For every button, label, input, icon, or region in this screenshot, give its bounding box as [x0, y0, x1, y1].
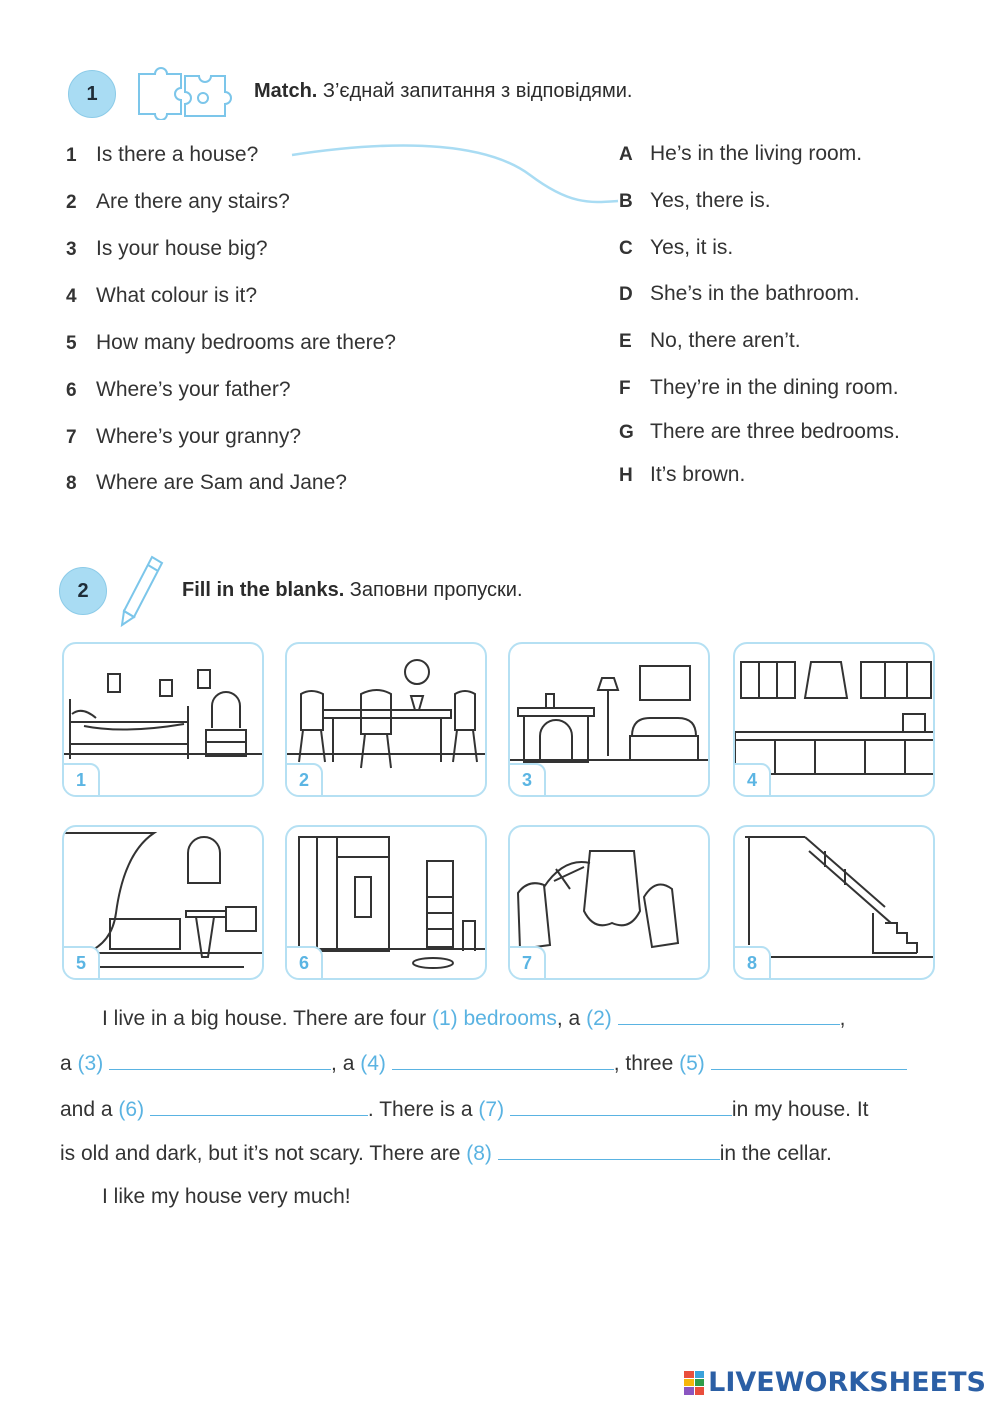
exercise-2-badge: 2 — [59, 567, 107, 615]
picture-number: 7 — [508, 946, 546, 980]
picture-number: 6 — [285, 946, 323, 980]
blank-5[interactable] — [711, 1049, 907, 1070]
question-item: 6 Where’s your father? — [66, 378, 291, 401]
question-item: 4 What colour is it? — [66, 284, 258, 307]
picture-card-cellar — [733, 825, 935, 980]
picture-number: 1 — [62, 763, 100, 797]
picture-number: 5 — [62, 946, 100, 980]
answer-item: B Yes, there is. — [619, 189, 771, 212]
question-item: 2 Are there any stairs? — [66, 190, 290, 213]
picture-card-bedroom — [62, 642, 264, 797]
question-item: 8 Where are Sam and Jane? — [66, 471, 347, 494]
liveworksheets-logo: LIVEWORKSHEETS — [684, 1367, 986, 1398]
passage-line-2: a (3) , a (4) , three (5) — [60, 1049, 907, 1076]
logo-mark-icon — [684, 1371, 704, 1395]
passage-line-5: I like my house very much! — [102, 1185, 351, 1208]
blank-2[interactable] — [618, 1004, 840, 1025]
answer-item: E No, there aren’t. — [619, 329, 801, 352]
passage-line-4: is old and dark, but it’s not scary. There are (8) in the cellar. — [60, 1139, 832, 1166]
pen-icon — [118, 553, 168, 628]
exercise-1-badge: 1 — [68, 70, 116, 118]
picture-number: 8 — [733, 946, 771, 980]
picture-card-kitchen — [733, 642, 935, 797]
question-item: 5 How many bedrooms are there? — [66, 331, 396, 354]
question-item: 7 Where’s your granny? — [66, 425, 302, 448]
example-answer: bedrooms — [463, 1007, 557, 1030]
blank-3[interactable] — [109, 1049, 331, 1070]
answer-item: G There are three bedrooms. — [619, 420, 900, 443]
example-match-line — [290, 135, 620, 210]
exercise-2-heading: Fill in the blanks. Заповни пропуски. — [182, 579, 523, 601]
exercise-1-heading: Match. З’єднай запитання з відповідями. — [254, 80, 633, 102]
picture-number: 2 — [285, 763, 323, 797]
picture-number: 4 — [733, 763, 771, 797]
picture-card-bathroom — [62, 825, 264, 980]
blank-7[interactable] — [510, 1095, 732, 1116]
picture-card-dining-room — [285, 642, 487, 797]
answer-item: H It’s brown. — [619, 463, 746, 486]
picture-number: 3 — [508, 763, 546, 797]
blank-4[interactable] — [392, 1049, 614, 1070]
puzzle-icon — [133, 66, 233, 120]
answer-item: F They’re in the dining room. — [619, 376, 899, 399]
question-item: 3 Is your house big? — [66, 237, 268, 260]
picture-card-hall — [285, 825, 487, 980]
answer-item: C Yes, it is. — [619, 236, 734, 259]
answer-item: A He’s in the living room. — [619, 142, 863, 165]
passage-line-3: and a (6) . There is a (7) in my house. It — [60, 1095, 868, 1122]
picture-card-living-room — [508, 642, 710, 797]
blank-6[interactable] — [150, 1095, 368, 1116]
question-item: 1 Is there a house? — [66, 143, 259, 166]
answer-item: D She’s in the bathroom. — [619, 282, 860, 305]
blank-8[interactable] — [498, 1139, 720, 1160]
passage-line-1: I live in a big house. There are four (1) bedrooms, a (2) , — [102, 1004, 845, 1031]
picture-card-attic — [508, 825, 710, 980]
